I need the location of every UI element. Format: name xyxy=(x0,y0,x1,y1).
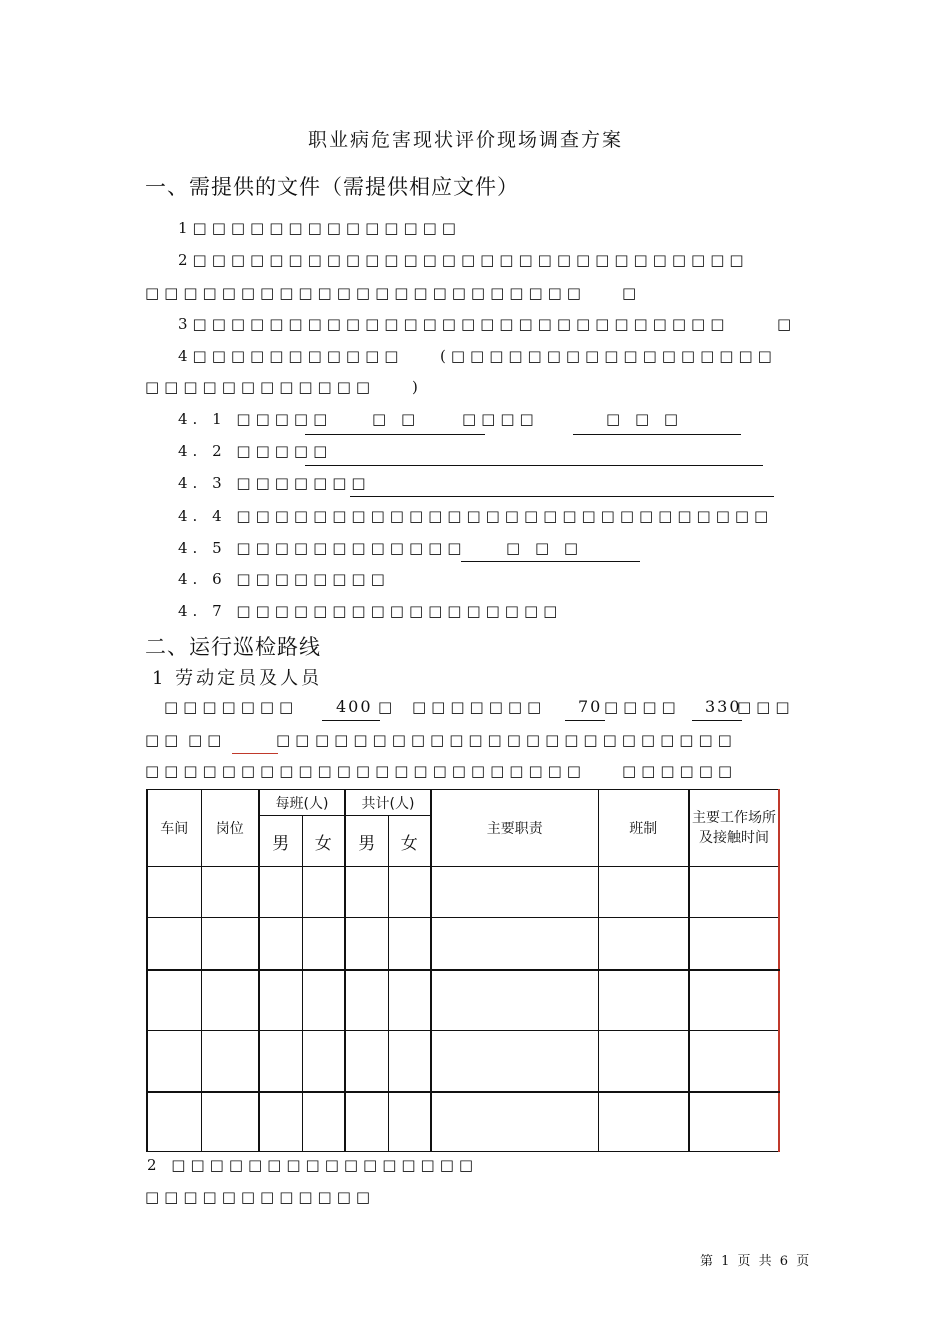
table-row xyxy=(147,970,779,1031)
table-cell[interactable] xyxy=(201,867,259,918)
doc-item-3-end: □ xyxy=(777,315,797,333)
page-title: 职业病危害现状评价现场调查方案 xyxy=(308,129,624,151)
staff-mgmt-unit: □□□□ xyxy=(604,698,681,716)
table-cell[interactable] xyxy=(689,1092,779,1152)
item-4-1: 4. 1 □□□□□ xyxy=(178,410,333,428)
header-total: 共计(人) xyxy=(345,790,431,816)
table-cell[interactable] xyxy=(431,1031,598,1092)
staff-row2-c: □□ xyxy=(276,731,315,749)
table-cell[interactable] xyxy=(302,970,345,1031)
table-cell[interactable] xyxy=(147,970,201,1031)
item-4-5-field[interactable]: □ □ □ xyxy=(506,539,584,557)
table-cell[interactable] xyxy=(388,1031,431,1092)
table-cell[interactable] xyxy=(201,918,259,970)
table-cell[interactable] xyxy=(388,918,431,970)
doc-item-4: 4□□□□□□□□□□□ xyxy=(178,347,404,365)
table-cell[interactable] xyxy=(345,970,388,1031)
doc-item-3: 3□□□□□□□□□□□□□□□□□□□□□□□□□□□□ xyxy=(178,315,730,333)
staff-row2-d: □□□□□□□□□□□□□□□□□□□□□□ xyxy=(315,731,737,749)
header-per-shift: 每班(人) xyxy=(259,790,345,816)
doc-item-2-cont: □□□□□□□□□□□□□□□□□□□□□□□ xyxy=(145,284,586,302)
table-cell[interactable] xyxy=(302,867,345,918)
item-4-1-field2[interactable]: □ □ □ xyxy=(606,410,684,428)
doc-item-4-close: ) xyxy=(412,378,423,396)
item-4-1-field1[interactable]: □ □ xyxy=(372,410,421,428)
doc-item-2-end: □ xyxy=(622,284,642,302)
table-cell[interactable] xyxy=(259,918,302,970)
table-cell[interactable] xyxy=(147,1092,201,1152)
doc-item-1: 1□□□□□□□□□□□□□□ xyxy=(178,219,461,237)
section-heading-documents: 一、需提供的文件（需提供相应文件） xyxy=(145,175,519,199)
staff-row2-a: □□ xyxy=(145,731,184,749)
subsection-2-cont: □□□□□□□□□□□□ xyxy=(145,1188,376,1206)
header-per-shift-male: 男 xyxy=(259,816,302,867)
table-row xyxy=(147,1031,779,1092)
page-number: 第 1 页 共 6 页 xyxy=(700,1254,812,1269)
staff-total-label: □□□□□□□ xyxy=(164,698,299,716)
table-cell[interactable] xyxy=(302,1092,345,1152)
table-cell[interactable] xyxy=(201,970,259,1031)
header-workshop: 车间 xyxy=(147,790,201,867)
staff-row3-a: □□□□□□□□□□□□□□□□□□□□□□□ xyxy=(145,762,586,780)
header-workplace xyxy=(689,790,779,867)
header-total-male: 男 xyxy=(345,816,388,867)
table-cell[interactable] xyxy=(259,1092,302,1152)
table-cell[interactable] xyxy=(345,1092,388,1152)
table-cell[interactable] xyxy=(598,918,689,970)
staff-row2-red-underline[interactable] xyxy=(232,753,278,754)
item-4-2-underline[interactable] xyxy=(305,465,763,466)
table-cell[interactable] xyxy=(598,970,689,1031)
table-cell[interactable] xyxy=(431,970,598,1031)
header-workplace-line1: 主要工作场所 xyxy=(692,810,776,826)
table-cell[interactable] xyxy=(689,918,779,970)
header-per-shift-female: 女 xyxy=(302,816,345,867)
staffing-table xyxy=(146,789,780,1152)
table-cell[interactable] xyxy=(431,918,598,970)
table-cell[interactable] xyxy=(598,1031,689,1092)
header-duty: 主要职责 xyxy=(431,790,598,867)
table-cell[interactable] xyxy=(201,1092,259,1152)
table-cell[interactable] xyxy=(302,918,345,970)
item-4-1-mid: □□□□ xyxy=(462,410,539,428)
staff-total-underline xyxy=(322,720,380,721)
staff-total-unit: □ xyxy=(378,698,398,716)
table-cell[interactable] xyxy=(431,867,598,918)
staff-row3-b: □□□□□□ xyxy=(622,762,738,780)
item-4-6: 4. 6 □□□□□□□□ xyxy=(178,570,390,588)
header-workplace-line2: 及接触时间 xyxy=(699,830,769,846)
table-cell[interactable] xyxy=(689,970,779,1031)
table-cell[interactable] xyxy=(147,867,201,918)
table-row xyxy=(147,867,779,918)
item-4-2: 4. 2 □□□□□ xyxy=(178,442,333,460)
table-cell[interactable] xyxy=(201,1031,259,1092)
table-cell[interactable] xyxy=(431,1092,598,1152)
item-4-1-underline2 xyxy=(573,434,741,435)
item-4-3-underline[interactable] xyxy=(350,496,774,497)
table-cell[interactable] xyxy=(259,867,302,918)
table-cell[interactable] xyxy=(302,1031,345,1092)
table-cell[interactable] xyxy=(259,1031,302,1092)
header-shift-system: 班制 xyxy=(598,790,689,867)
item-4-1-underline1 xyxy=(305,434,485,435)
item-4-7: 4. 7 □□□□□□□□□□□□□□□□□ xyxy=(178,602,563,620)
staff-total-value[interactable]: 400 xyxy=(336,697,373,716)
staff-row2-b: □□ xyxy=(188,731,227,749)
staff-prod-value[interactable]: 330 xyxy=(705,697,742,716)
table-cell[interactable] xyxy=(388,1092,431,1152)
table-cell[interactable] xyxy=(388,867,431,918)
table-cell[interactable] xyxy=(598,1092,689,1152)
table-cell[interactable] xyxy=(345,867,388,918)
table-cell[interactable] xyxy=(345,1031,388,1092)
table-row xyxy=(147,1092,779,1152)
item-4-5: 4. 5 □□□□□□□□□□□□ xyxy=(178,539,467,557)
table-cell[interactable] xyxy=(345,918,388,970)
staff-mgmt-value[interactable]: 70 xyxy=(578,697,603,716)
table-cell[interactable] xyxy=(598,867,689,918)
table-cell[interactable] xyxy=(147,1031,201,1092)
header-post: 岗位 xyxy=(201,790,259,867)
staff-prod-unit: □□□ xyxy=(737,698,795,716)
table-cell[interactable] xyxy=(689,1031,779,1092)
table-cell[interactable] xyxy=(259,970,302,1031)
doc-item-4-note: (□□□□□□□□□□□□□□□□□ xyxy=(440,347,777,365)
staff-mgmt-label: □□□□□□□ xyxy=(412,698,547,716)
table-cell[interactable] xyxy=(689,867,779,918)
section-heading-route: 二、运行巡检路线 xyxy=(145,635,321,659)
doc-item-4-cont: □□□□□□□□□□□□ xyxy=(145,378,376,396)
item-4-4: 4. 4 □□□□□□□□□□□□□□□□□□□□□□□□□□□□ xyxy=(178,507,774,525)
staff-prod-underline xyxy=(692,720,742,721)
table-cell[interactable] xyxy=(388,970,431,1031)
table-cell[interactable] xyxy=(147,918,201,970)
item-4-5-underline xyxy=(461,561,640,562)
table-row xyxy=(147,918,779,970)
item-4-3: 4. 3 □□□□□□□ xyxy=(178,474,371,492)
header-total-female: 女 xyxy=(388,816,431,867)
subsection-2: 2 □□□□□□□□□□□□□□□□ xyxy=(147,1156,479,1174)
subsection-staffing: 1 劳动定员及人员 xyxy=(152,668,323,689)
doc-item-2: 2□□□□□□□□□□□□□□□□□□□□□□□□□□□□□ xyxy=(178,251,749,269)
staff-mgmt-underline xyxy=(565,720,605,721)
